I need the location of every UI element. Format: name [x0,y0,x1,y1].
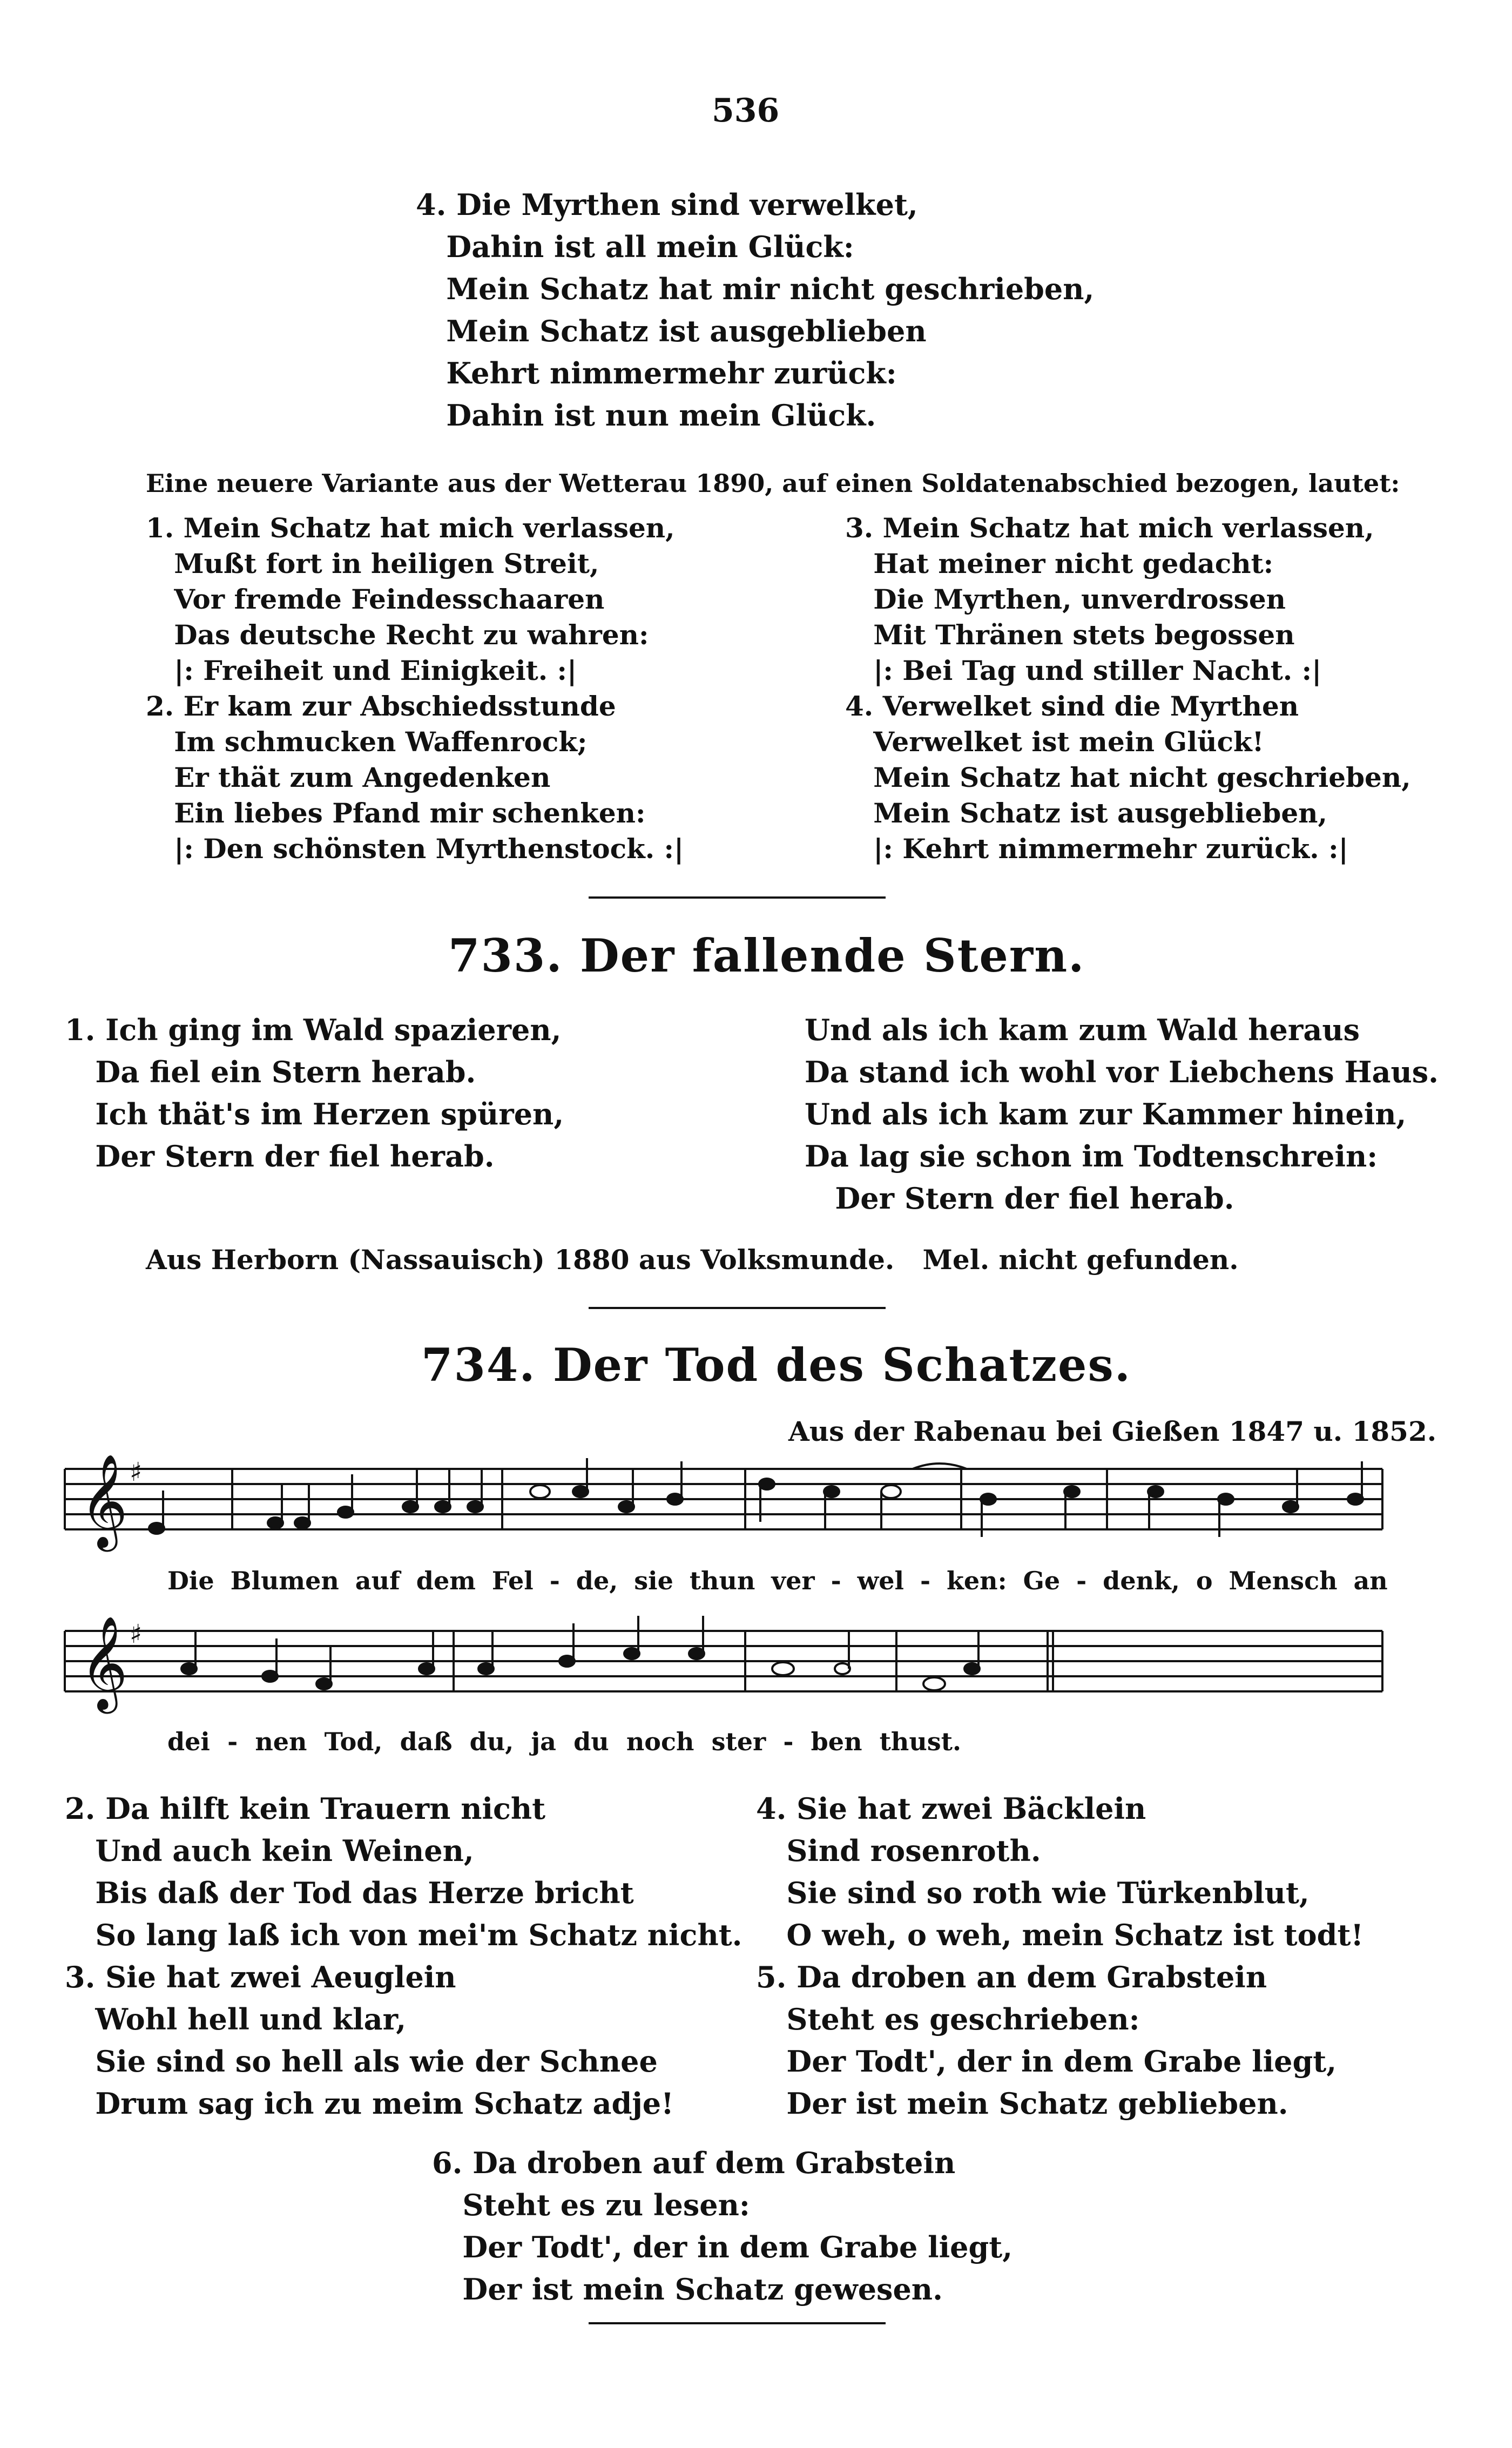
song-line: 3. Sie hat zwei Aeuglein [65,1960,456,1994]
song-line: Steht es geschrieben: [756,2002,1140,2036]
lyric-syllable: ster [711,1727,766,1756]
lyric-syllable: sie [634,1566,673,1595]
song-line: Wohl hell und klar, [65,2002,406,2036]
song-line: 6. Da droben auf dem Grabstein [432,2146,956,2180]
lyric-syllable: ben [811,1727,862,1756]
song-line: Sie sind so hell als wie der Schnee [65,2044,658,2079]
lyric-syllable: daß [400,1727,453,1756]
lyric-syllable: ja [531,1727,556,1756]
stanza-line: Mein Schatz hat mir nicht geschrieben, [416,272,1095,306]
lyrics-line-1 [167,1566,1388,1595]
lyric-syllable: thust. [879,1727,961,1756]
lyric-syllable: - [920,1566,931,1595]
variant-line: Mußt fort in heiligen Streit, [146,548,599,579]
lyric-syllable: denk, [1103,1566,1180,1595]
notes-line-2 [181,1616,980,1690]
lyric-syllable: auf [355,1566,400,1595]
song-line: Der Stern der fiel herab. [805,1181,1234,1216]
variant-line: Hat meiner nicht gedacht: [845,548,1274,579]
song-line: Sind rosenroth. [756,1833,1041,1868]
song-line: 5. Da droben an dem Grabstein [756,1960,1267,1994]
lyric-syllable: wel [857,1566,904,1595]
song-line: Und als ich kam zur Kammer hinein, [805,1097,1407,1131]
song-734-source: Aus der Rabenau bei Gießen 1847 u. 1852. [788,1415,1437,1447]
variant-line: Das deutsche Recht zu wahren: [146,619,649,651]
treble-clef-icon [80,1454,128,1714]
song-line: Und auch kein Weinen, [65,1833,474,1868]
lyric-syllable: ver [771,1566,815,1595]
song-line: Und als ich kam zum Wald heraus [805,1013,1360,1047]
song-734-stanza-6 [432,2142,1013,2310]
variant-line: Mein Schatz ist ausgeblieben, [845,797,1327,829]
lyric-syllable: - [227,1727,238,1756]
staff-1 [65,1469,1382,1529]
song-734-right-column [756,1788,1364,2125]
variant-line: |: Freiheit und Einigkeit. :| [146,655,577,686]
svg-text:♯: ♯ [130,1457,143,1487]
song-line: O weh, o weh, mein Schatz ist todt! [756,1918,1364,1952]
song-line: Der ist mein Schatz gewesen. [432,2272,943,2307]
lyric-syllable: - [783,1727,794,1756]
variant-line: 2. Er kam zur Abschiedsstunde [146,690,616,722]
song-733-source: Aus Herborn (Nassauisch) 1880 aus Volksmunde. Mel. nicht gefunden. [146,1244,1239,1276]
variant-line: Mein Schatz hat nicht geschrieben, [845,761,1411,793]
song-734-title: 734. Der Tod des Schatzes. [421,1338,1131,1392]
lyric-syllable: an [1353,1566,1388,1595]
song-line: Der ist mein Schatz geblieben. [756,2086,1288,2121]
lyric-syllable: nen [255,1727,307,1756]
variant-line: 3. Mein Schatz hat mich verlassen, [845,512,1374,544]
song-734-left-column [65,1788,742,2125]
song-line: So lang laß ich von mei'm Schatz nicht. [65,1918,742,1952]
variant-line: 4. Verwelket sind die Myrthen [845,690,1299,722]
variant-line: Mit Thränen stets begossen [845,619,1295,651]
song-line: 2. Da hilft kein Trauern nicht [65,1791,546,1826]
staff-2 [65,1631,1382,1691]
lyric-syllable: de, [576,1566,618,1595]
song-line: Da fiel ein Stern herab. [65,1055,476,1089]
song-line: Sie sind so roth wie Türkenblut, [756,1876,1310,1910]
variant-note: Eine neuere Variante aus der Wetterau 1890, auf einen Soldatenabschied bezogen, lautet: [146,469,1400,498]
song-line: Ich thät's im Herzen spüren, [65,1097,564,1131]
lyric-syllable: thun [689,1566,755,1595]
stanza-line: 4. Die Myrthen sind verwelket, [416,187,918,222]
lyric-syllable: - [549,1566,560,1595]
lyric-syllable: ken: [947,1566,1007,1595]
lyric-syllable: Tod, [324,1727,383,1756]
lyric-syllable: - [1076,1566,1087,1595]
key-signature [130,1457,142,1649]
stanza-line: Dahin ist all mein Glück: [416,230,854,264]
stanza-line: Dahin ist nun mein Glück. [416,398,876,433]
variant-line: 1. Mein Schatz hat mich verlassen, [146,512,675,544]
variant-line: |: Den schönsten Myrthenstock. :| [146,833,684,865]
song-line: 1. Ich ging im Wald spazieren, [65,1013,562,1047]
variant-line: Im schmucken Waffenrock; [146,726,588,758]
lyric-syllable: Blumen [230,1566,339,1595]
variant-line: |: Kehrt nimmermehr zurück. :| [845,833,1348,865]
variant-line: |: Bei Tag und stiller Nacht. :| [845,655,1322,686]
svg-text:𝄞: 𝄞 [80,1616,128,1710]
lyric-syllable: du, [469,1727,514,1756]
lyric-syllable: Ge [1023,1566,1061,1595]
song-line: Der Todt', der in dem Grabe liegt, [432,2230,1013,2264]
lyric-syllable: dem [416,1566,476,1595]
variant-line: Ein liebes Pfand mir schenken: [146,797,646,829]
lyric-syllable: o [1196,1566,1213,1595]
lyrics-line-2 [167,1727,961,1756]
song-line: Da lag sie schon im Todtenschrein: [805,1139,1378,1174]
svg-text:𝄞: 𝄞 [80,1454,128,1548]
lyric-syllable: - [831,1566,841,1595]
lyric-syllable: dei [167,1727,210,1756]
variant-line: Vor fremde Feindesschaaren [146,583,605,615]
song-733-title: 733. Der fallende Stern. [448,929,1085,982]
svg-text:♯: ♯ [130,1619,143,1649]
song-line: Da stand ich wohl vor Liebchens Haus. [805,1055,1439,1089]
song-line: 4. Sie hat zwei Bäcklein [756,1791,1146,1826]
lyric-syllable: Fel [491,1566,534,1595]
stanza-line: Kehrt nimmermehr zurück: [416,356,897,390]
section-divider [589,2322,886,2324]
song-line: Der Todt', der in dem Grabe liegt, [756,2044,1337,2079]
song-line: Der Stern der fiel herab. [65,1139,495,1174]
song-line: Drum sag ich zu meim Schatz adje! [65,2086,674,2121]
lyric-syllable: noch [626,1727,694,1756]
stanza-line: Mein Schatz ist ausgeblieben [416,314,927,348]
variant-line: Verwelket ist mein Glück! [845,726,1264,758]
variant-line: Er thät zum Angedenken [146,761,551,793]
lyric-syllable: Mensch [1228,1566,1338,1595]
page-number: 536 [712,92,780,130]
lyric-syllable: Die [167,1566,214,1595]
song-line: Steht es zu lesen: [432,2188,750,2222]
lyric-syllable: du [573,1727,609,1756]
song-line: Bis daß der Tod das Herze bricht [65,1876,634,1910]
variant-line: Die Myrthen, unverdrossen [845,583,1286,615]
